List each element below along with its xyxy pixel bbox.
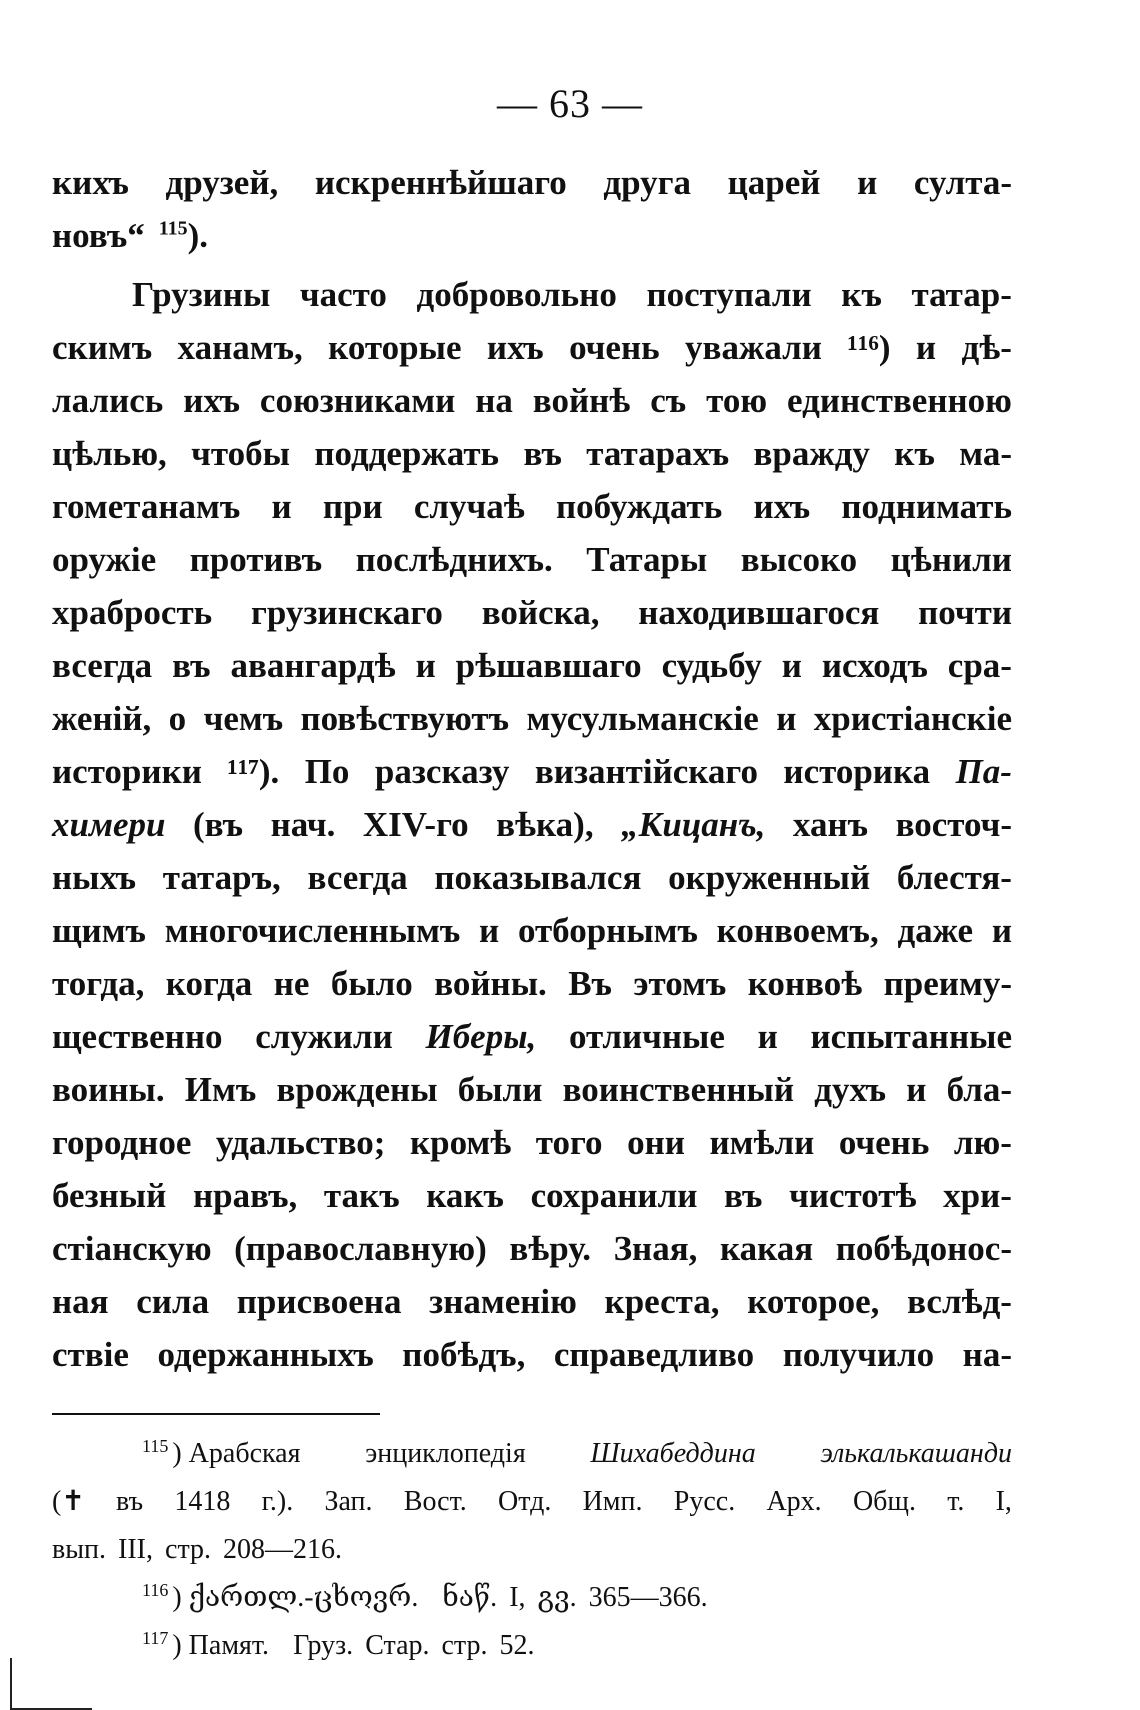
word: ნაწ. (442, 1582, 498, 1613)
word: (православную) (234, 1229, 487, 1268)
word: лались (52, 381, 164, 420)
word: Зная, (613, 1229, 698, 1268)
word: справедливо (553, 1335, 755, 1374)
text-line (52, 480, 1012, 533)
word: сила (136, 1282, 210, 1321)
word: и (479, 911, 500, 950)
word: 208—216. (223, 1534, 343, 1565)
word: въ (523, 434, 562, 473)
word: вѣру. (509, 1229, 591, 1268)
word: გვ. (537, 1582, 577, 1613)
word: Татары (586, 540, 708, 579)
word: къ (841, 275, 882, 314)
text-line (52, 586, 1012, 639)
word: мусульманскіе (526, 699, 759, 738)
word: химери (52, 805, 166, 844)
word: единственною (787, 381, 1012, 420)
word: Стар. (365, 1630, 430, 1661)
word: бла- (946, 1070, 1012, 1109)
word: къ (894, 434, 935, 473)
word: поступали (646, 275, 812, 314)
word: г.). (261, 1486, 294, 1517)
word: чтобы (191, 434, 290, 473)
word: татар- (911, 275, 1012, 314)
word: вражду (753, 434, 870, 473)
footnote-line (52, 1526, 1012, 1574)
word: городное (52, 1123, 192, 1162)
word: I, (995, 1486, 1012, 1517)
word: и (915, 328, 937, 367)
word: они (627, 1123, 685, 1162)
text-line (52, 639, 1012, 692)
body-text (52, 156, 1012, 1381)
word: вслѣд- (907, 1282, 1012, 1321)
word: поднимать (841, 487, 1012, 526)
word: 365—366. (588, 1582, 708, 1613)
word: получило (782, 1335, 935, 1374)
text-line (52, 1328, 1012, 1381)
word: не (273, 964, 310, 1003)
word: восточ- (895, 805, 1012, 844)
word: побѣдъ, (402, 1335, 526, 1374)
word: Грузины (132, 275, 271, 314)
word: III, (118, 1534, 154, 1565)
word: показывался (434, 858, 642, 897)
word: побуждать (555, 487, 723, 526)
word: и (776, 699, 797, 738)
word: чистотѣ (789, 1176, 917, 1215)
text-line (52, 321, 1012, 374)
word: при (322, 487, 383, 526)
word: тою (706, 381, 768, 420)
word: искреннѣйшаго (314, 163, 567, 202)
text-line (52, 268, 1012, 321)
word: испытанные (810, 1017, 1012, 1056)
word: духъ (814, 1070, 887, 1109)
word: всегда (52, 646, 153, 685)
word: историки (52, 752, 202, 791)
footnotes (52, 1430, 1012, 1670)
word: какъ (426, 1176, 504, 1215)
word: отборнымъ (517, 911, 698, 950)
word: въ (116, 1486, 144, 1517)
text-line (52, 904, 1012, 957)
footnote-number: $^{117}$ ) Памят. (142, 1627, 270, 1661)
text-line (52, 156, 1012, 209)
footnote-number: $^{116}$ ) ქართლ.-ცხოვრ. (142, 1579, 419, 1613)
word: всегда (307, 858, 408, 897)
word: ¹¹⁷). (227, 752, 280, 791)
word: конвоемъ, (716, 911, 879, 950)
word: на (475, 381, 513, 420)
text-line (52, 1222, 1012, 1275)
word: вѣка), (496, 805, 594, 844)
footnote-ref: $^{115}$). (158, 216, 209, 255)
word: такъ (323, 1176, 400, 1215)
word: ихъ (486, 328, 544, 367)
word: грузинскаго (250, 593, 443, 632)
word: врождены (276, 1070, 438, 1109)
word: скимъ (52, 328, 153, 367)
word: разсказу (374, 752, 510, 791)
word: этомъ (633, 964, 727, 1003)
word: войска, (481, 593, 600, 632)
word: креста, (604, 1282, 720, 1321)
word: Имъ (184, 1070, 257, 1109)
word: друзей, (165, 163, 279, 202)
word: были (457, 1070, 543, 1109)
word: которые (328, 328, 462, 367)
text-line (52, 957, 1012, 1010)
word: энциклопедія (365, 1438, 526, 1469)
word: новъ“ (52, 216, 145, 255)
word: цѣнили (890, 540, 1012, 579)
footnote-line (52, 1574, 1012, 1622)
word: ствіе (52, 1335, 129, 1374)
word: присвоена (236, 1282, 402, 1321)
word: христіанскіе (813, 699, 1012, 738)
word: Въ (568, 964, 612, 1003)
word: на- (962, 1335, 1012, 1374)
word: Арабская (188, 1438, 301, 1469)
text-line (52, 798, 1012, 851)
word: очень (838, 1123, 930, 1162)
word: историка (783, 752, 931, 791)
word: щимъ (52, 911, 146, 950)
word: служили (255, 1017, 393, 1056)
word: въ (172, 646, 211, 685)
word: и (991, 911, 1012, 950)
word: побѣдонос- (835, 1229, 1012, 1268)
word: I, (509, 1582, 526, 1613)
word: отличные (568, 1017, 725, 1056)
word: воинственный (562, 1070, 795, 1109)
word: окруженный (668, 858, 871, 897)
word: дѣ- (961, 328, 1012, 367)
word: противъ (189, 540, 323, 579)
footnote-line (52, 1430, 1012, 1478)
word: ма- (959, 434, 1012, 473)
page-corner-mark (10, 1658, 92, 1710)
word: султа- (913, 163, 1012, 202)
word: о (168, 699, 187, 738)
word: когда (165, 964, 253, 1003)
word: ихъ (183, 381, 240, 420)
word: храбрость (52, 593, 213, 632)
word: войнѣ (532, 381, 631, 420)
word: Отд. (497, 1486, 552, 1517)
word: преиму- (883, 964, 1012, 1003)
text-line (52, 1010, 1012, 1063)
word: (въ (192, 805, 244, 844)
word: По (304, 752, 350, 791)
word: Шихабеддина (590, 1438, 756, 1469)
word: добровольно (416, 275, 617, 314)
word: въ (724, 1176, 763, 1215)
word: Памят. (188, 1630, 270, 1661)
word: гометанамъ (52, 487, 241, 526)
footnote-divider (52, 1413, 380, 1415)
word: кихъ (52, 163, 129, 202)
word: ханъ (792, 805, 869, 844)
word: женій, (52, 699, 152, 738)
word: и (781, 646, 802, 685)
word: 1418 (174, 1486, 231, 1517)
word: и (271, 487, 292, 526)
text-line (52, 209, 1012, 262)
word: исходъ (821, 646, 928, 685)
word: XIV-го (362, 805, 469, 844)
text-line (52, 745, 1012, 798)
word: авангардѣ (230, 646, 396, 685)
footnote-line (52, 1622, 1012, 1670)
page-number: — 63 — (497, 81, 643, 126)
word: одержанныхъ (157, 1335, 374, 1374)
text-line (52, 851, 1012, 904)
word: щественно (52, 1017, 223, 1056)
word: и (415, 646, 436, 685)
word: поддержать (314, 434, 500, 473)
word: и (857, 163, 878, 202)
word: ханамъ, (177, 328, 303, 367)
text-line (52, 533, 1012, 586)
word: нравъ, (192, 1176, 298, 1215)
word: 52. (499, 1630, 535, 1661)
word: союзниками (259, 381, 456, 420)
word: сохранили (530, 1176, 698, 1215)
word: оружіе (52, 540, 157, 579)
word: Зап. (324, 1486, 373, 1517)
word: цѣлью, (52, 434, 167, 473)
word: высоко (740, 540, 858, 579)
word: какая (719, 1229, 814, 1268)
word: почти (918, 593, 1012, 632)
word: ихъ (753, 487, 811, 526)
word: стр. (441, 1630, 488, 1661)
text-line (52, 1063, 1012, 1116)
word: послѣднихъ. (355, 540, 553, 579)
word: византійскаго (534, 752, 758, 791)
word: друга (603, 163, 692, 202)
word: стіанскую (52, 1229, 212, 1268)
word: элькалькашанди (820, 1438, 1012, 1469)
word: т. (947, 1486, 965, 1517)
word: Русс. (673, 1486, 736, 1517)
word: случаѣ (413, 487, 525, 526)
text-line (52, 374, 1012, 427)
word: кромѣ (409, 1123, 512, 1162)
word: Арх. (766, 1486, 822, 1517)
text-line (52, 1116, 1012, 1169)
word: и (757, 1017, 778, 1056)
word: которое, (747, 1282, 880, 1321)
word: часто (299, 275, 387, 314)
word: сра- (947, 646, 1012, 685)
word: лю- (953, 1123, 1012, 1162)
text-line (52, 692, 1012, 745)
word: Имп. (582, 1486, 643, 1517)
word: (✝ (52, 1486, 85, 1517)
word: ქართლ.-ცხოვრ. (188, 1582, 419, 1613)
word: удальство; (215, 1123, 386, 1162)
word: знаменію (429, 1282, 577, 1321)
word: Вост. (403, 1486, 467, 1517)
word: конвоѣ (747, 964, 863, 1003)
text-line (52, 1275, 1012, 1328)
word: находившагося (638, 593, 880, 632)
word: и (906, 1070, 927, 1109)
word: стр. (165, 1534, 212, 1565)
word: блестя- (896, 858, 1012, 897)
word: чемъ (203, 699, 284, 738)
word: Общ. (852, 1486, 916, 1517)
footnote-number: $^{115}$ ) Арабская (142, 1435, 301, 1469)
word: было (330, 964, 413, 1003)
word: войны. (434, 964, 547, 1003)
word: очень (569, 328, 660, 367)
word: нач. (270, 805, 336, 844)
word: рѣшавшаго (455, 646, 642, 685)
text-line (52, 427, 1012, 480)
word: имѣли (709, 1123, 815, 1162)
word: судьбу (661, 646, 762, 685)
word: Груз. (293, 1630, 354, 1661)
word: ныхъ (52, 858, 137, 897)
word: „Кицанъ, (621, 805, 766, 844)
footnote-line (52, 1478, 1012, 1526)
word: хри- (943, 1176, 1012, 1215)
word: татарахъ (586, 434, 730, 473)
word: вып. (52, 1534, 107, 1565)
word: татаръ, (162, 858, 281, 897)
word: тогда, (52, 964, 145, 1003)
word: того (535, 1123, 603, 1162)
word: безный (52, 1176, 167, 1215)
word: даже (897, 911, 974, 950)
word: ¹¹⁶) (847, 328, 891, 367)
word: многочисленнымъ (164, 911, 461, 950)
word: съ (650, 381, 687, 420)
word: повѣствуютъ (300, 699, 510, 738)
word: ная (52, 1282, 109, 1321)
word: Иберы, (425, 1017, 537, 1056)
word: царей (727, 163, 821, 202)
word: уважали (685, 328, 822, 367)
word: Па- (955, 752, 1012, 791)
word: воины. (52, 1070, 165, 1109)
text-line (52, 1169, 1012, 1222)
